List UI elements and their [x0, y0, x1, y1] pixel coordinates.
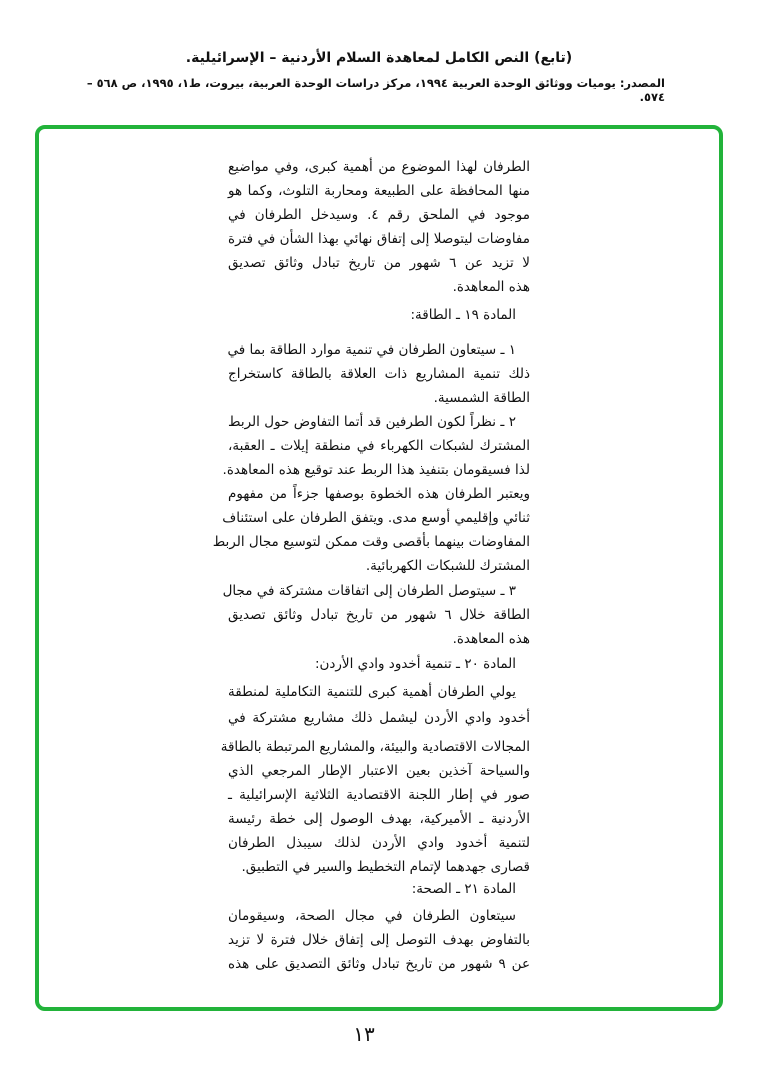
- text-line: المشترك لشبكات الكهرباء في منطقة إيلات ـ العقبة،: [228, 438, 530, 454]
- text-line: سيتعاون الطرفان في مجال الصحة، وسيقومان: [228, 908, 516, 924]
- text-line: لا تزيد عن ٦ شهور من تاريخ تبادل وثائق تصديق: [228, 255, 530, 271]
- text-line: الطرفان لهذا الموضوع من أهمية كبرى، وفي مواضيع: [228, 159, 530, 175]
- text-line: ثنائي وإقليمي أوسع مدى. ويتفق الطرفان على استئناف: [222, 510, 530, 526]
- text-line: أخدود وادي الأردن ليشمل ذلك مشاريع مشتركة في: [228, 710, 530, 726]
- text-line: عن ٩ شهور من تاريخ تبادل وثائق التصديق على هذه: [228, 956, 531, 972]
- source-citation: المصدر: يوميات ووثائق الوحدة العربية ١٩٩٤، مركز دراسات الوحدة العربية، بيروت، ط١، ١٩٩٥، ص ٥٦٨ – ٥٧٤.: [86, 76, 665, 104]
- text-line: الطاقة خلال ٦ شهور من تاريخ تبادل وثائق تصديق: [228, 607, 530, 623]
- text-line: ٢ ـ نظراً لكون الطرفين قد أتما التفاوض حول الربط: [228, 414, 516, 430]
- text-line: قصارى جهدهما لإتمام التخطيط والسير في التطبيق.: [241, 859, 530, 875]
- text-line: الطاقة الشمسية.: [433, 390, 530, 406]
- text-line: صور في إطار اللجنة الاقتصادية الثلاثية الإسرائيلية ـ: [228, 787, 530, 803]
- text-line: منها المحافظة على الطبيعة ومحاربة التلوث، وكما هو: [228, 183, 530, 199]
- text-line: ويعتبر الطرفان هذه الخطوة بوصفها جزءاً من مفهوم: [228, 486, 530, 502]
- text-line: المجالات الاقتصادية والبيئة، والمشاريع المرتبطة بالطاقة: [220, 739, 530, 755]
- page-header-title: (تابع) النص الكامل لمعاهدة السلام الأردنية – الإسرائيلية.: [185, 50, 573, 66]
- text-line: موجود في الملحق رقم ٤. وسيدخل الطرفان في: [228, 207, 530, 223]
- page-number: ١٣: [353, 1022, 375, 1046]
- text-line: بالتفاوض بهدف التوصل إلى إتفاق خلال فترة لا تزيد: [228, 932, 530, 948]
- text-line: المفاوضات بينهما بأقصى وقت ممكن لتوسيع مجال الربط: [212, 534, 530, 550]
- text-line: ذلك تنمية المشاريع ذات العلاقة بالطاقة كاستخراج: [228, 366, 530, 382]
- article-21-heading: المادة ٢١ ـ الصحة:: [411, 881, 516, 897]
- text-line: لتنمية أخدود وادي الأردن لذلك سيبذل الطرفان: [228, 835, 530, 851]
- text-line: لذا فسيقومان بتنفيذ هذا الربط عند توقيع هذه المعاهدة.: [222, 462, 530, 478]
- text-line: الأردنية ـ الأميركية، بهدف الوصول إلى خطة رئيسة: [228, 811, 530, 827]
- text-line: هذه المعاهدة.: [452, 279, 530, 295]
- text-line: ٣ ـ سيتوصل الطرفان إلى اتفاقات مشتركة في مجال: [222, 583, 516, 599]
- article-20-heading: المادة ٢٠ ـ تنمية أخدود وادي الأردن:: [314, 656, 516, 672]
- text-line: هذه المعاهدة.: [452, 631, 530, 647]
- text-line: مفاوضات ليتوصلا إلى إتفاق نهائي بهذا الشأن في فترة: [228, 231, 530, 247]
- text-line: ١ ـ سيتعاون الطرفان في تنمية موارد الطاقة بما في: [227, 342, 516, 358]
- text-line: المشترك للشبكات الكهربائية.: [365, 558, 530, 574]
- text-line: يولي الطرفان أهمية كبرى للتنمية التكاملية لمنطقة: [228, 684, 516, 700]
- article-19-heading: المادة ١٩ ـ الطاقة:: [410, 307, 516, 323]
- text-line: والسياحة آخذين بعين الاعتبار الإطار المرجعي الذي: [228, 763, 530, 779]
